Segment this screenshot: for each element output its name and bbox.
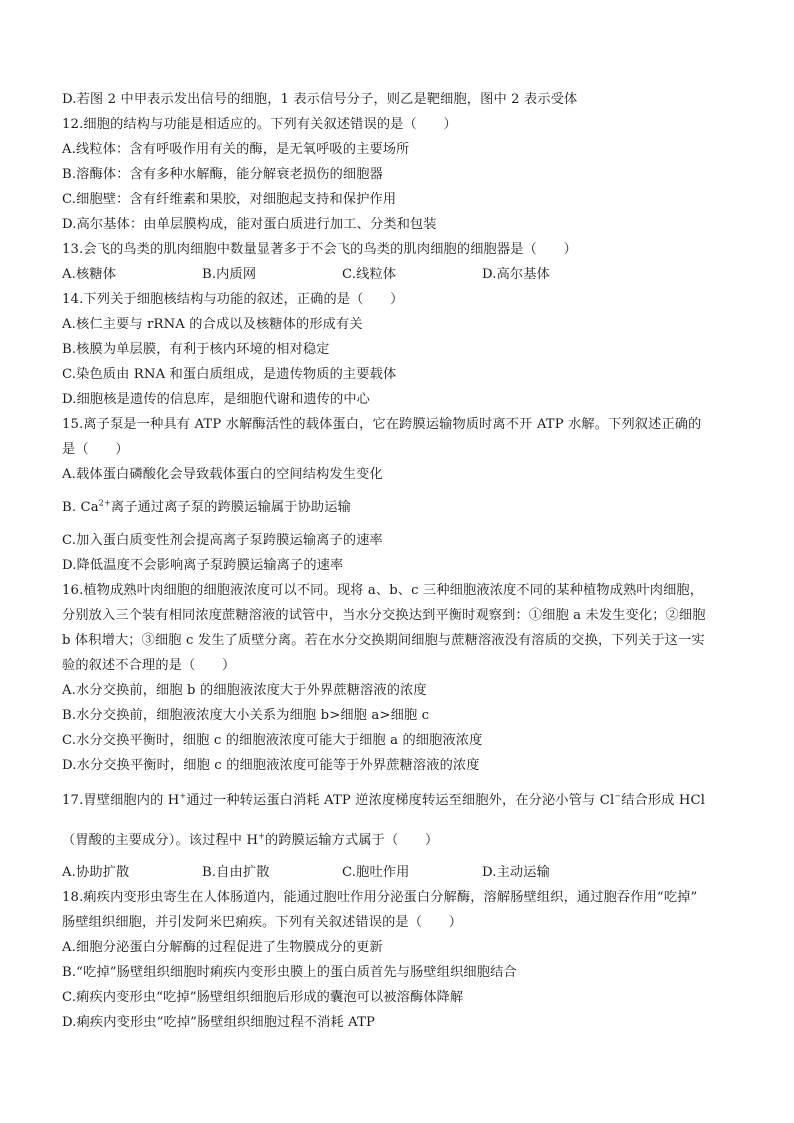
- q17-stem-line2: [62, 830, 742, 852]
- q16-stem-line2: 分别放入三个装有相同浓度蔗糖溶液的试管中，当水分交换达到平衡时观察到：①细胞 a 未发生变化；②细胞: [62, 608, 706, 623]
- q13-stem: 13.会飞的鸟类的肌肉细胞中数量显著多于不会飞的鸟类的肌肉细胞的细胞器是（ ）: [62, 242, 577, 257]
- q12-stem: 12.细胞的结构与功能是相适应的。下列有关叙述错误的是（ ）: [62, 117, 457, 132]
- q15-option-b: [62, 497, 742, 519]
- q16-option-b: B.水分交换前，细胞液浓度大小关系为细胞 b>细胞 a>细胞 c: [62, 708, 430, 723]
- q15-stem-line2: 是（ ）: [62, 442, 129, 457]
- q15b-prefix: B. Ca: [62, 500, 99, 515]
- q17-cl-minus: −: [614, 791, 622, 801]
- q17-option-a: A.协助扩散: [62, 865, 130, 880]
- q17-h-plus: +: [179, 791, 187, 801]
- q17-options: [62, 864, 742, 882]
- q12-option-d: D.高尔基体：由单层膜构成，能对蛋白质进行加工、分类和包装: [62, 217, 437, 232]
- q14-stem: 14.下列关于细胞核结构与功能的叙述，正确的是（ ）: [62, 292, 404, 307]
- q17-option-b: B.自由扩散: [202, 865, 270, 880]
- q18-option-a: A.细胞分泌蛋白分解酶的过程促进了生物膜成分的更新: [62, 940, 383, 955]
- q13-options: [62, 266, 742, 284]
- q13-option-a: A.核糖体: [62, 267, 117, 282]
- q16-stem-line1: 16.植物成熟叶肉细胞的细胞液浓度可以不同。现将 a、b、c 三种细胞液浓度不同的某种植物成熟叶肉细胞，: [62, 583, 704, 598]
- q17-part1: 17.胃壁细胞内的 H: [62, 793, 180, 808]
- q17b-part2: 的跨膜运输方式属于（ ）: [264, 833, 439, 848]
- q16-option-c: C.水分交换平衡时，细胞 c 的细胞液浓度可能大于细胞 a 的细胞液浓度: [62, 733, 483, 748]
- q18-option-b: B.“吃掉”肠壁组织细胞时痢疾内变形虫膜上的蛋白质首先与肠壁组织细胞结合: [62, 965, 517, 980]
- q15-stem-line1: 15.离子泵是一种具有 ATP 水解酶活性的载体蛋白，它在跨膜运输物质时离不开 ATP 水解。下列叙述正确的: [62, 417, 702, 432]
- q15-option-d: D.降低温度不会影响离子泵跨膜运输离子的速率: [62, 558, 344, 573]
- q12-option-c: C.细胞壁：含有纤维素和果胶，对细胞起支持和保护作用: [62, 192, 397, 207]
- q17-stem-line1: [62, 790, 742, 812]
- q16-stem-line3: b 体积增大；③细胞 c 发生了质壁分离。若在水分交换期间细胞与蔗糖溶液没有溶质的交换，下列关于这一实: [62, 633, 705, 648]
- q13-option-d: D.高尔基体: [482, 267, 550, 282]
- q13-option-b: B.内质网: [202, 267, 257, 282]
- q11-option-d: D.若图 2 中甲表示发出信号的细胞，1 表示信号分子，则乙是靶细胞，图中 2 表示受体: [62, 92, 578, 107]
- q14-option-d: D.细胞核是遗传的信息库，是细胞代谢和遗传的中心: [62, 392, 371, 407]
- q17b-part1: （胃酸的主要成分）。该过程中 H: [62, 833, 259, 848]
- q13-option-c: C.线粒体: [342, 267, 397, 282]
- q16-stem-line4: 验的叙述不合理的是（ ）: [62, 658, 236, 673]
- q17b-h-plus: +: [258, 831, 265, 841]
- q17-option-c: C.胞吐作用: [342, 865, 410, 880]
- q12-option-b: B.溶酶体：含有多种水解酶，能分解衰老损伤的细胞器: [62, 167, 383, 182]
- q14-option-b: B.核膜为单层膜，有利于核内环境的相对稳定: [62, 342, 330, 357]
- q16-option-d: D.水分交换平衡时，细胞 c 的细胞液浓度可能等于外界蔗糖溶液的浓度: [62, 758, 480, 773]
- q18-option-d: D.痢疾内变形虫“吃掉”肠壁组织细胞过程不消耗 ATP: [62, 1015, 376, 1030]
- q17-part3: 结合形成 HCl: [621, 793, 706, 808]
- q18-option-c: C.痢疾内变形虫“吃掉”肠壁组织细胞后形成的囊泡可以被溶酶体降解: [62, 990, 464, 1005]
- q18-stem-line2: 肠壁组织细胞，并引发阿米巴痢疾。下列有关叙述错误的是（ ）: [62, 915, 463, 930]
- q17-part2: 通过一种转运蛋白消耗 ATP 逆浓度梯度转运至细胞外，在分泌小管与 Cl: [186, 793, 615, 808]
- q18-stem-line1: 18.痢疾内变形虫寄生在人体肠道内，能通过胞吐作用分泌蛋白分解酶，溶解肠壁组织，通过胞吞作用“吃掉”: [62, 890, 698, 905]
- q15b-suffix: 离子通过离子泵的跨膜运输属于协助运输: [110, 500, 351, 515]
- q15-option-c: C.加入蛋白质变性剂会提高离子泵跨膜运输离子的速率: [62, 533, 383, 548]
- q12-option-a: A.线粒体：含有呼吸作用有关的酶，是无氧呼吸的主要场所: [62, 142, 410, 157]
- q15b-superscript: 2+: [98, 498, 111, 508]
- q14-option-c: C.染色质由 RNA 和蛋白质组成，是遗传物质的主要载体: [62, 367, 397, 382]
- q16-option-a: A.水分交换前，细胞 b 的细胞液浓度大于外界蔗糖溶液的浓度: [62, 683, 427, 698]
- q15-option-a: A.载体蛋白磷酸化会导致载体蛋白的空间结构发生变化: [62, 467, 383, 482]
- q17-option-d: D.主动运输: [482, 865, 550, 880]
- q14-option-a: A.核仁主要与 rRNA 的合成以及核糖体的形成有关: [62, 317, 363, 332]
